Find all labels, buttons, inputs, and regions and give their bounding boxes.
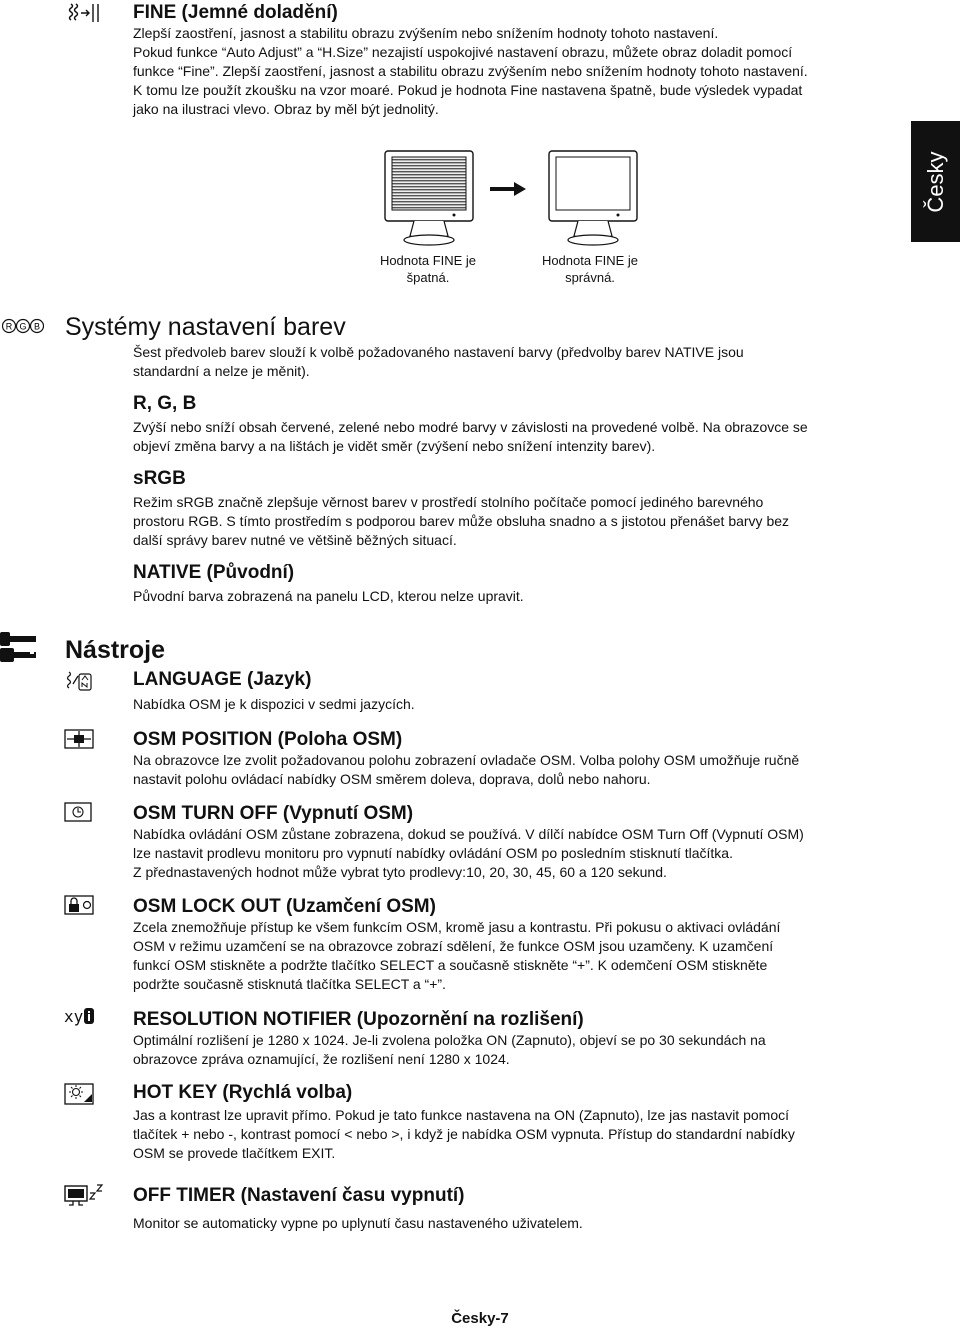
- osm-lock-out-icon: [64, 895, 94, 915]
- resolution-notifier-text: [133, 1031, 883, 1069]
- monitor-bad-illustration: [384, 150, 474, 248]
- osm-lock-out-line: funkcí OSM stiskněte a podržte tlačítko SELECT a současně stiskněte “+”. K odemčení OSM stiskněte: [133, 957, 768, 973]
- rgb-icon-letter-r: R: [5, 321, 13, 332]
- osm-lock-out-text: [133, 918, 883, 994]
- language-side-tab-label: Česky: [922, 150, 948, 213]
- osm-turn-off-line: Z přednastavených hodnot může vybrat tyto prodlevy:10, 20, 30, 45, 60 a 120 sekund.: [133, 864, 667, 880]
- language-icon: [66, 670, 92, 692]
- srgb-line: Režim sRGB značně zlepšuje věrnost barev v prostředí stolního počítače pomocí jediného barevného: [133, 494, 764, 510]
- fine-line: K tomu lze použít zkoušku na vzor moaré. Pokud je hodnota Fine nastavena špatně, bude výsledek vypadat: [133, 82, 803, 98]
- hot-key-title: HOT KEY (Rychlá volba): [133, 1082, 353, 1103]
- xy-icon-label: xy: [64, 1007, 84, 1026]
- osm-turn-off-icon: [64, 802, 92, 822]
- rgb-icon-letter-b: B: [33, 321, 41, 332]
- page-footer: Česky-7: [451, 1310, 509, 1327]
- off-timer-text: [133, 1214, 883, 1233]
- osm-turn-off-text: [133, 825, 883, 882]
- fine-title: FINE (Jemné doladění): [133, 2, 338, 23]
- language-text: [133, 695, 883, 714]
- color-intro-line: standardní a nelze je měnit).: [133, 363, 310, 379]
- language-line: Nabídka OSM je k dispozici v sedmi jazycích.: [133, 696, 415, 712]
- tools-section-title: Nástroje: [65, 636, 166, 664]
- osm-position-line: nastavit polohu ovládací nabídky OSM směrem doleva, doprava, dolů nebo nahoru.: [133, 771, 651, 787]
- native-title: NATIVE (Původní): [133, 562, 295, 583]
- caption-line: Hodnota FINE je: [541, 253, 639, 268]
- fine-icon: [68, 2, 102, 24]
- language-side-tab: [911, 121, 960, 242]
- resolution-notifier-line: obrazovce zpráva oznamující, že rozlišení není 1280 x 1024.: [133, 1051, 510, 1067]
- hot-key-icon: [64, 1083, 94, 1105]
- native-text: [133, 587, 883, 606]
- srgb-text: [133, 493, 883, 550]
- color-intro-line: Šest předvoleb barev slouží k volbě požadovaného nastavení barvy (předvolby barev NATIVE jsou: [133, 344, 744, 360]
- arrow-right-icon: [490, 182, 526, 196]
- resolution-notifier-title: RESOLUTION NOTIFIER (Upozornění na rozlišení): [133, 1009, 584, 1030]
- osm-position-line: Na obrazovce lze zvolit požadovanou polohu zobrazení ovladače OSM. Volba polohy OSM umožňuje ručně: [133, 752, 800, 768]
- osm-position-title: OSM POSITION (Poloha OSM): [133, 729, 403, 750]
- fine-line: funkce “Fine”. Zlepší zaostření, jasnost a stabilitu obrazu zvýšením nebo snížením hodnoty tohoto nastavení.: [133, 63, 808, 79]
- caption-good: [530, 252, 650, 286]
- fine-line: Pokud funkce “Auto Adjust” a “H.Size” nezajistí uspokojivé nastavení obrazu, můžete obraz doladit pomocí: [133, 44, 793, 60]
- osm-turn-off-line: Nabídka ovládání OSM zůstane zobrazena, dokud se používá. V dílčí nabídce OSM Turn Off (Vypnutí OSM): [133, 826, 804, 842]
- fine-line: Zlepší zaostření, jasnost a stabilitu obrazu zvýšením nebo snížením hodnoty tohoto nastavení.: [133, 25, 719, 41]
- rgb-line: Zvýší nebo sníží obsah červené, zelené nebo modré barvy v závislosti na provedené volbě. Na obrazovce se: [133, 419, 808, 435]
- monitor-good-illustration: [548, 150, 638, 248]
- tools-icon: [0, 632, 36, 664]
- hot-key-text: [133, 1106, 883, 1163]
- caption-line: správná.: [565, 270, 615, 285]
- osm-turn-off-title: OSM TURN OFF (Vypnutí OSM): [133, 803, 414, 824]
- osm-lock-out-line: OSM v režimu uzamčení se na obrazovce zobrazí sdělení, že funkce OSM jsou uzamčeny. K uzamčení: [133, 938, 774, 954]
- osm-lock-out-line: Zcela znemožňuje přístup ke všem funkcím OSM, kromě jasu a kontrastu. Při pokusu o aktivaci ovládání: [133, 919, 781, 935]
- srgb-title: sRGB: [133, 468, 186, 489]
- srgb-line: prostoru RGB. S tímto prostředím s podporou barev může obsluha snadno a s jistotou přenášet barvy bez: [133, 513, 790, 529]
- resolution-notifier-line: Optimální rozlišení je 1280 x 1024. Je-li zvolena položka ON (Zapnuto), objeví se po 30 sekundách na: [133, 1032, 766, 1048]
- osm-lock-out-line: podržte současně stisknutá tlačítka SELECT a “+”.: [133, 976, 446, 992]
- rgb-text: [133, 418, 883, 456]
- off-timer-title: OFF TIMER (Nastavení času vypnutí): [133, 1185, 465, 1206]
- osm-position-icon: [64, 729, 94, 749]
- rgb-line: objeví změna barvy a na lištách je vidět směr (zvýšení nebo snížení intenzity barev).: [133, 438, 656, 454]
- color-intro: [133, 343, 883, 381]
- osm-turn-off-line: lze nastavit prodlevu monitoru pro vypnutí nabídky ovládání OSM po posledním stisknutí tlačítka.: [133, 845, 733, 861]
- resolution-notifier-icon: [64, 1007, 95, 1027]
- osm-lock-out-title: OSM LOCK OUT (Uzamčení OSM): [133, 896, 436, 917]
- off-timer-icon: [64, 1183, 106, 1209]
- caption-line: Hodnota FINE je: [379, 253, 477, 268]
- caption-line: špatná.: [406, 270, 450, 285]
- color-section-title: Systémy nastavení barev: [65, 313, 346, 341]
- fine-text: [133, 24, 883, 119]
- rgb-icon-letter-g: G: [19, 321, 27, 332]
- rgb-title: R, G, B: [133, 393, 197, 414]
- hot-key-line: OSM se provede tlačítkem EXIT.: [133, 1145, 336, 1161]
- language-title: LANGUAGE (Jazyk): [133, 669, 312, 690]
- fine-line: jako na ilustraci vlevo. Obraz by měl být jednolitý.: [133, 101, 439, 117]
- caption-bad: [368, 252, 488, 286]
- osm-position-text: [133, 751, 883, 789]
- off-timer-line: Monitor se automaticky vypne po uplynutí času nastaveného uživatelem.: [133, 1215, 583, 1231]
- hot-key-line: Jas a kontrast lze upravit přímo. Pokud je tato funkce nastavena na ON (Zapnuto), lze jas nastavit pomocí: [133, 1107, 789, 1123]
- srgb-line: další správy barev nutné ve většině běžných situací.: [133, 532, 457, 548]
- hot-key-line: tlačítek + nebo -, kontrast pomocí < nebo >, i když je nabídka OSM vypnuta. Přístup do standardní nabídky: [133, 1126, 795, 1142]
- native-line: Původní barva zobrazená na panelu LCD, kterou nelze upravit.: [133, 588, 524, 604]
- rgb-icon: [2, 318, 44, 334]
